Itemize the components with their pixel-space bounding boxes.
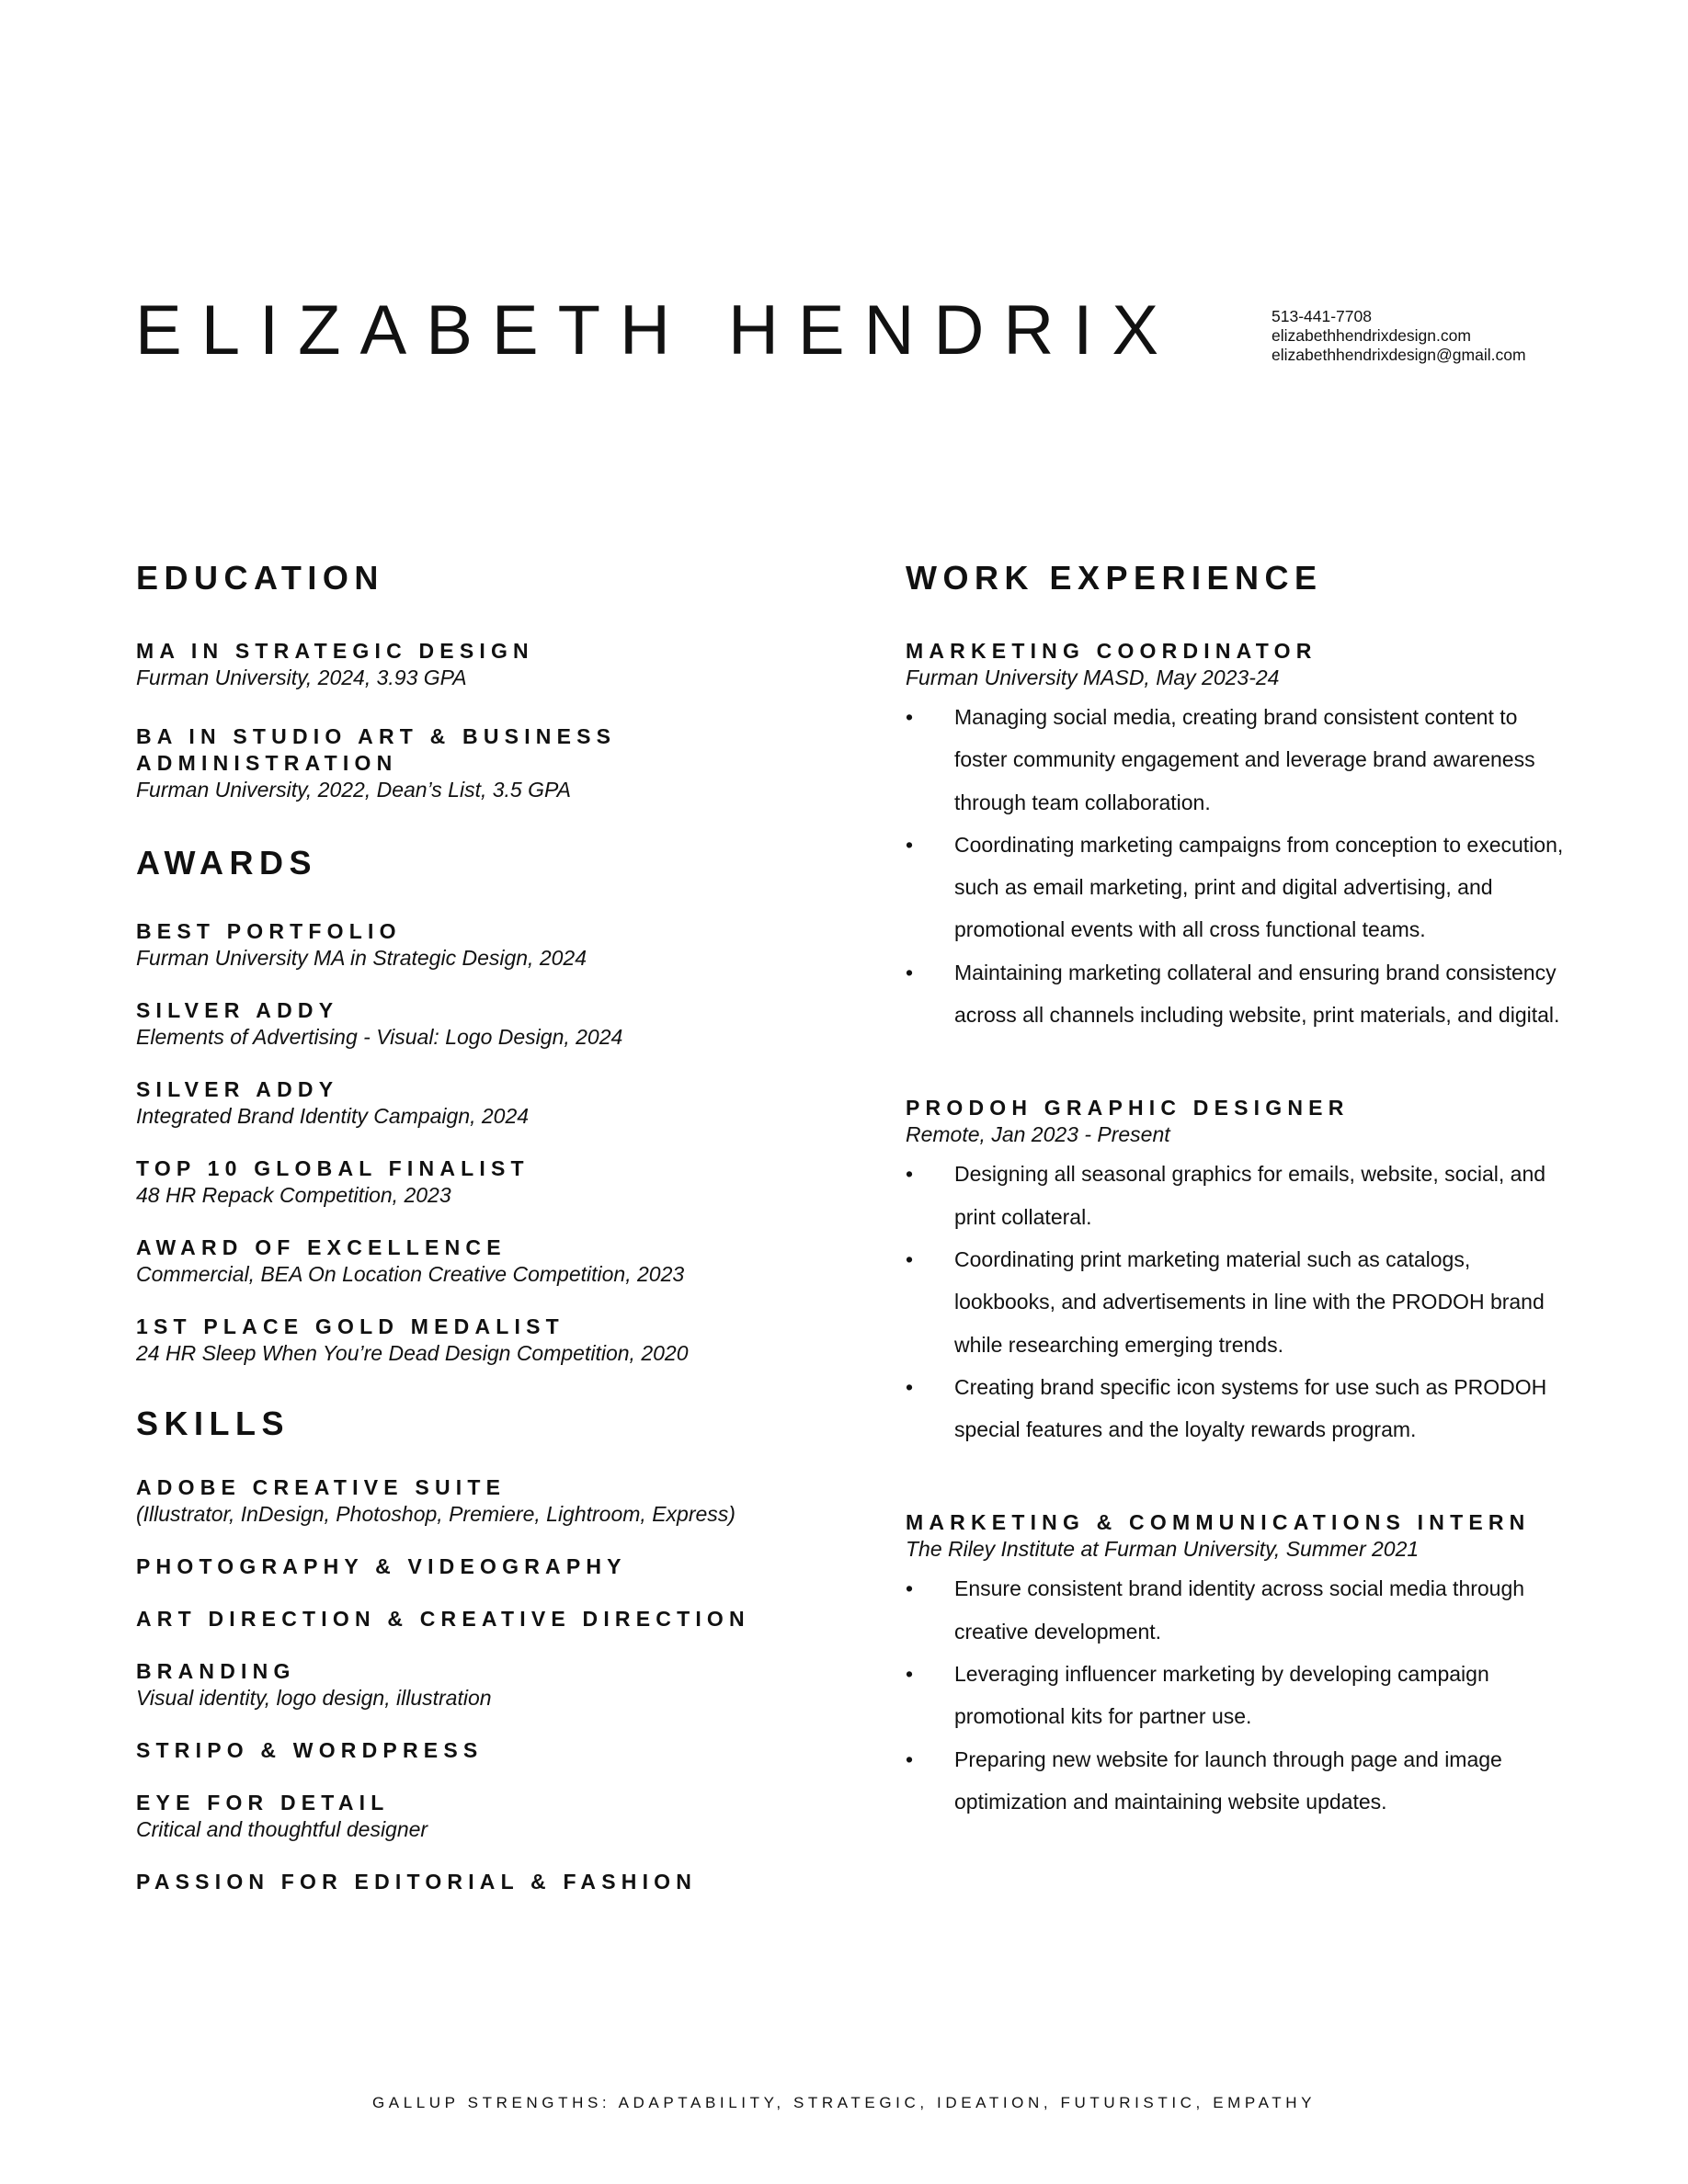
skills-heading: SKILLS [136, 1405, 291, 1442]
job-entry [906, 638, 1568, 1036]
education-entry [136, 723, 872, 803]
contact-block [1272, 307, 1526, 365]
job-bullets [906, 696, 1568, 1036]
bullet-text: Maintaining marketing collateral and ensuring brand consistency across all channels including website, print materials, and digital. [954, 960, 1560, 1028]
award-entry [136, 997, 872, 1051]
award-entry [136, 1076, 872, 1130]
award-title: 1ST PLACE GOLD MEDALIST [136, 1314, 565, 1338]
bullet-icon: • [906, 1374, 914, 1399]
award-detail: Integrated Brand Identity Campaign, 2024 [136, 1104, 530, 1128]
skill-detail: Visual identity, logo design, illustration [136, 1686, 492, 1710]
resume-name: ELIZABETH HENDRIX [135, 291, 1179, 370]
skill-title: STRIPO & WORDPRESS [136, 1738, 484, 1762]
skill-entry [136, 1737, 872, 1764]
job-bullet [906, 1567, 1568, 1653]
bullet-icon: • [906, 1662, 914, 1687]
bullet-text: Designing all seasonal graphics for emails, website, social, and print collateral. [954, 1162, 1546, 1229]
skill-entry [136, 1790, 872, 1843]
skill-entry [136, 1553, 872, 1580]
awards-section [136, 842, 872, 1367]
bullet-text: Creating brand specific icon systems for use such as PRODOH special features and the loyalty rewards program. [954, 1374, 1547, 1442]
skill-entry [136, 1869, 872, 1895]
award-entry [136, 1234, 872, 1288]
award-detail: Commercial, BEA On Location Creative Competition, 2023 [136, 1262, 685, 1286]
job-entry [906, 1095, 1568, 1450]
job-bullet [906, 1653, 1568, 1738]
award-detail: Elements of Advertising - Visual: Logo Design, 2024 [136, 1025, 623, 1049]
bullet-icon: • [906, 960, 914, 984]
skill-title: ADOBE CREATIVE SUITE [136, 1475, 507, 1499]
work-experience-heading: WORK EXPERIENCE [906, 559, 1323, 597]
award-title: SILVER ADDY [136, 998, 339, 1022]
skill-title: BRANDING [136, 1659, 296, 1683]
bullet-icon: • [906, 1162, 914, 1187]
bullet-text: Coordinating marketing campaigns from conception to execution, such as email marketing, print and digital advertising, and promotional events with all cross functional teams. [954, 832, 1564, 942]
degree-title: BA IN STUDIO ART & BUSINESS ADMINISTRATION [136, 724, 617, 775]
skill-detail: Critical and thoughtful designer [136, 1817, 428, 1841]
bullet-text: Leveraging influencer marketing by developing campaign promotional kits for partner use. [954, 1662, 1489, 1729]
education-section [136, 557, 872, 803]
awards-heading: AWARDS [136, 844, 318, 882]
job-detail: Remote, Jan 2023 - Present [906, 1122, 1170, 1147]
education-entry [136, 638, 872, 691]
bullet-icon: • [906, 1246, 914, 1271]
skill-title: ART DIRECTION & CREATIVE DIRECTION [136, 1607, 750, 1631]
skill-entry [136, 1606, 872, 1632]
award-detail: 24 HR Sleep When You’re Dead Design Competition, 2020 [136, 1341, 689, 1365]
job-bullet [906, 1238, 1568, 1366]
bullet-text: Coordinating print marketing material such as catalogs, lookbooks, and advertisements in line with the PRODOH brand while researching emerging trends. [954, 1246, 1545, 1357]
job-bullet [906, 1738, 1568, 1824]
contact-phone: 513-441-7708 [1272, 307, 1372, 325]
award-entry [136, 1314, 872, 1367]
skill-title: PHOTOGRAPHY & VIDEOGRAPHY [136, 1554, 627, 1578]
award-detail: 48 HR Repack Competition, 2023 [136, 1183, 451, 1207]
bullet-icon: • [906, 1576, 914, 1601]
bullet-icon: • [906, 705, 914, 729]
job-entry [906, 1509, 1568, 1823]
job-title: MARKETING COORDINATOR [906, 639, 1317, 663]
bullet-icon: • [906, 1746, 914, 1771]
bullet-text: Ensure consistent brand identity across social media through creative development. [954, 1576, 1525, 1644]
right-column [906, 557, 1568, 1823]
skill-title: PASSION FOR EDITORIAL & FASHION [136, 1870, 698, 1894]
left-column [136, 557, 872, 1895]
job-bullet [906, 1366, 1568, 1451]
degree-title: MA IN STRATEGIC DESIGN [136, 639, 534, 663]
skills-section [136, 1403, 872, 1895]
award-title: SILVER ADDY [136, 1077, 339, 1101]
award-entry [136, 1155, 872, 1209]
job-bullet [906, 1153, 1568, 1238]
bullet-icon: • [906, 832, 914, 857]
degree-detail: Furman University, 2024, 3.93 GPA [136, 665, 467, 689]
job-detail: The Riley Institute at Furman University, Summer 2021 [906, 1537, 1420, 1562]
skill-entry [136, 1474, 872, 1528]
degree-detail: Furman University, 2022, Dean’s List, 3.5 GPA [136, 778, 571, 802]
skill-entry [136, 1658, 872, 1712]
award-title: BEST PORTFOLIO [136, 919, 402, 943]
bullet-text: Managing social media, creating brand consistent content to foster community engagement and leverage brand awareness through team collaboration. [954, 705, 1535, 814]
job-title: MARKETING & COMMUNICATIONS INTERN [906, 1510, 1531, 1535]
award-detail: Furman University MA in Strategic Design, 2024 [136, 946, 587, 970]
contact-website: elizabethhendrixdesign.com [1272, 326, 1471, 345]
job-bullet [906, 696, 1568, 824]
job-detail: Furman University MASD, May 2023-24 [906, 665, 1280, 689]
gallup-strengths-footer: GALLUP STRENGTHS: ADAPTABILITY, STRATEGIC, IDEATION, FUTURISTIC, EMPATHY [371, 2094, 1317, 2111]
skill-title: EYE FOR DETAIL [136, 1791, 390, 1814]
skill-detail: (Illustrator, InDesign, Photoshop, Premiere, Lightroom, Express) [136, 1502, 736, 1526]
contact-email: elizabethhendrixdesign@gmail.com [1272, 346, 1526, 364]
job-title: PRODOH GRAPHIC DESIGNER [906, 1096, 1350, 1120]
award-title: AWARD OF EXCELLENCE [136, 1235, 507, 1259]
job-bullets [906, 1153, 1568, 1450]
job-bullets [906, 1567, 1568, 1823]
job-bullet [906, 951, 1568, 1037]
award-title: TOP 10 GLOBAL FINALIST [136, 1156, 530, 1180]
job-bullet [906, 824, 1568, 951]
bullet-text: Preparing new website for launch through page and image optimization and maintaining website updates. [954, 1746, 1502, 1814]
education-heading: EDUCATION [136, 559, 384, 597]
award-entry [136, 918, 872, 972]
